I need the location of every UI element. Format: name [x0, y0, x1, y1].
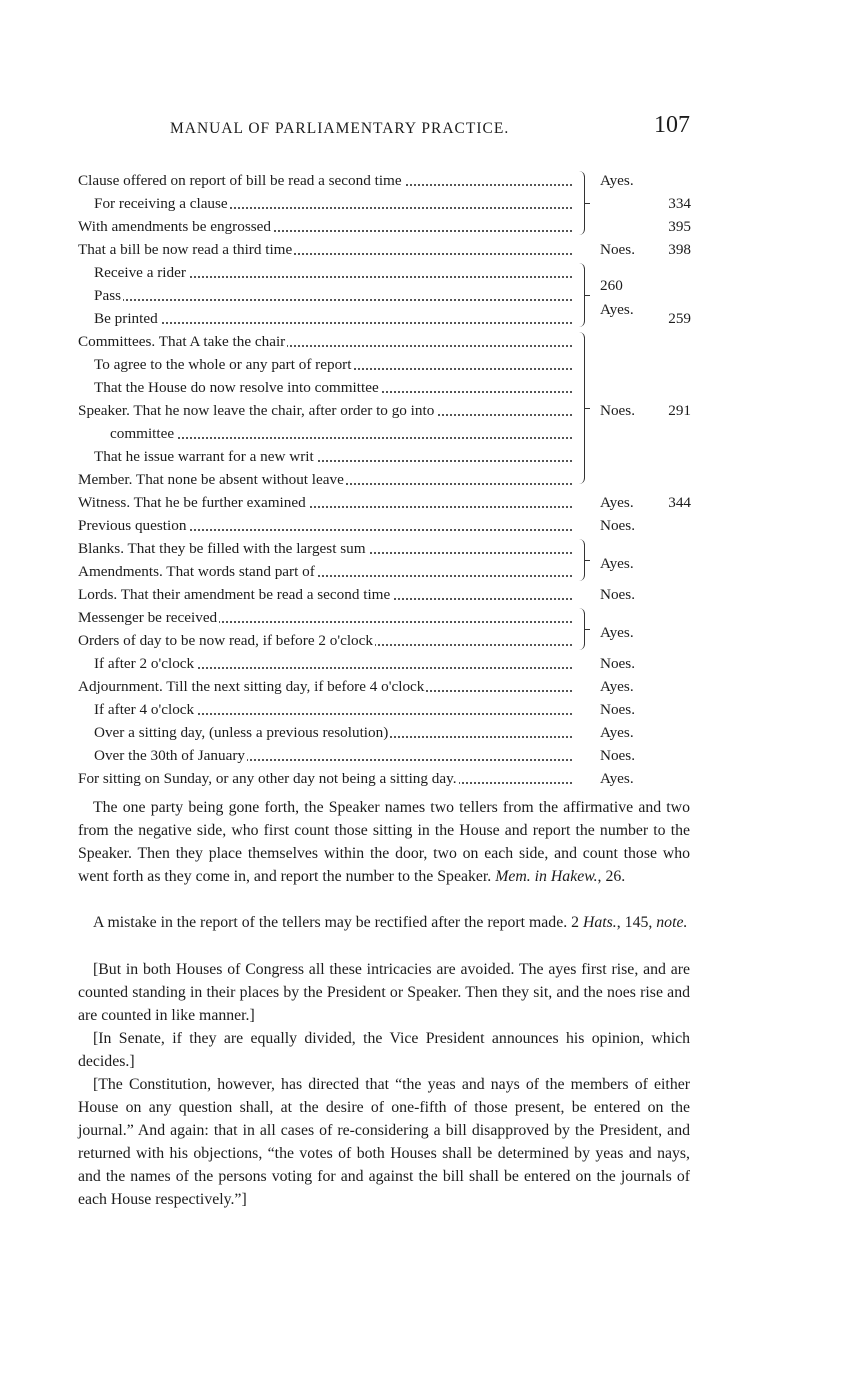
- page-number: 107: [654, 112, 690, 138]
- row-text: Orders of day to be now read, if before 2 o'clock: [78, 632, 373, 649]
- table-row: [78, 422, 693, 445]
- table-row: [78, 399, 693, 422]
- row-description: [78, 514, 572, 537]
- group-3-vote: Noes.: [600, 402, 636, 419]
- row-vote: Noes.: [600, 241, 636, 258]
- row-description: [78, 169, 572, 192]
- row-vote: Ayes.: [600, 724, 634, 741]
- row-vote: Noes.: [600, 655, 636, 672]
- table-row: [78, 307, 693, 330]
- row-description: [94, 376, 572, 399]
- citation-number: , 145,: [616, 914, 653, 931]
- row-text: Pass: [94, 287, 122, 304]
- table-row: [78, 261, 693, 284]
- row-description: [78, 491, 572, 514]
- table-row: [78, 169, 693, 192]
- paragraph-text: [In Senate, if they are equally divided, the Vice President announces his opinion, which decides.]: [78, 1030, 690, 1070]
- row-description: [94, 744, 572, 767]
- row-text: Receive a rider: [94, 264, 186, 281]
- row-text: With amendments be engrossed: [78, 218, 271, 235]
- row-vote: Noes.: [600, 701, 636, 718]
- table-row: [78, 192, 693, 215]
- row-reference-number: 291: [668, 402, 691, 419]
- citation-note: note.: [656, 914, 688, 931]
- row-text: If after 4 o'clock: [94, 701, 195, 718]
- group-4-vote: Ayes.: [600, 555, 634, 572]
- row-text: Messenger be received: [78, 609, 218, 626]
- table-row: [78, 675, 693, 698]
- row-description: [94, 192, 572, 215]
- table-row: [78, 514, 693, 537]
- votes-table: [78, 169, 693, 790]
- row-reference-number: 334: [668, 195, 691, 212]
- row-text: Committees. That A take the chair: [78, 333, 286, 350]
- dot-leader: [94, 299, 572, 301]
- row-vote: Ayes.: [600, 678, 634, 695]
- dot-leader: [110, 437, 572, 439]
- group-5-vote: Ayes.: [600, 624, 634, 641]
- row-description: [94, 261, 572, 284]
- citation-number: , 26.: [597, 868, 626, 885]
- table-row: [78, 376, 693, 399]
- row-text: That a bill be now read a third time: [78, 241, 293, 258]
- paragraph-congress: [78, 958, 690, 1027]
- row-text: Member. That none be absent without leave: [78, 471, 344, 488]
- row-text: Adjournment. Till the next sitting day, if before 4 o'clock: [78, 678, 425, 695]
- dot-leader: [94, 322, 572, 324]
- table-row: [78, 537, 693, 560]
- row-description: [78, 468, 572, 491]
- table-row: [78, 629, 693, 652]
- row-text: That he issue warrant for a new writ: [94, 448, 314, 465]
- row-description: [94, 284, 572, 307]
- row-text: Over a sitting day, (unless a previous resolution): [94, 724, 389, 741]
- table-row: [78, 353, 693, 376]
- row-vote: Noes.: [600, 747, 636, 764]
- paragraph-mistake: [78, 911, 690, 934]
- row-description: [78, 537, 572, 560]
- group-2-vote: Ayes.: [600, 301, 634, 318]
- row-description: [78, 330, 572, 353]
- running-title: MANUAL OF PARLIAMENTARY PRACTICE.: [170, 120, 510, 137]
- group-2-number: 260: [600, 277, 623, 294]
- table-row: [78, 445, 693, 468]
- row-description: [78, 238, 572, 261]
- table-row: [78, 468, 693, 491]
- row-text: committee: [110, 425, 175, 442]
- citation: Mem. in Hakew.: [495, 868, 598, 885]
- table-row: [78, 652, 693, 675]
- paragraph-constitution: [78, 1073, 690, 1211]
- table-row: [78, 583, 693, 606]
- row-text: Previous question: [78, 517, 187, 534]
- row-description: [78, 399, 572, 422]
- row-vote: Noes.: [600, 517, 636, 534]
- table-row: [78, 721, 693, 744]
- row-vote: Noes.: [600, 586, 636, 603]
- table-row: [78, 284, 693, 307]
- row-text: For receiving a clause: [94, 195, 228, 212]
- row-description: [94, 721, 572, 744]
- row-description: [78, 606, 572, 629]
- row-text: Speaker. That he now leave the chair, after order to go into: [78, 402, 435, 419]
- row-description: [110, 422, 572, 445]
- table-row: [78, 330, 693, 353]
- row-text: Witness. That he be further examined: [78, 494, 306, 511]
- row-text: Amendments. That words stand part of: [78, 563, 315, 580]
- row-description: [78, 215, 572, 238]
- row-description: [78, 675, 572, 698]
- table-row: [78, 560, 693, 583]
- paragraph-text: [But in both Houses of Congress all these intricacies are avoided. The ayes first rise, and are counted standing in their places by the President or Speaker. Then they sit, and the noes rise and are counted in like manner.]: [78, 961, 690, 1024]
- row-description: [94, 698, 572, 721]
- table-row: [78, 238, 693, 261]
- row-text: Blanks. That they be filled with the largest sum: [78, 540, 366, 557]
- row-description: [78, 560, 572, 583]
- paragraph-senate: [78, 1027, 690, 1073]
- table-row: [78, 744, 693, 767]
- row-description: [78, 629, 572, 652]
- page-header: [78, 112, 690, 142]
- row-text: Over the 30th of January: [94, 747, 245, 764]
- row-description: [78, 767, 572, 790]
- row-reference-number: 395: [668, 218, 691, 235]
- row-description: [94, 652, 572, 675]
- paragraph-tellers: [78, 796, 690, 888]
- row-description: [78, 583, 572, 606]
- table-row: [78, 698, 693, 721]
- paragraph-text: A mistake in the report of the tellers may be rectified after the report made. 2: [93, 914, 580, 931]
- table-row: [78, 606, 693, 629]
- row-description: [94, 445, 572, 468]
- row-text: Be printed: [94, 310, 158, 327]
- row-vote: Ayes.: [600, 172, 634, 189]
- row-reference-number: 398: [668, 241, 691, 258]
- row-description: [94, 307, 572, 330]
- row-reference-number: 259: [668, 310, 691, 327]
- row-vote: Ayes.: [600, 494, 634, 511]
- row-description: [94, 353, 572, 376]
- paragraph-text: The one party being gone forth, the Speaker names two tellers from the affirmative and two from the negative side, who first count those sitting in the House and report the number to the Speaker. Then they place themselves within the door, two on each side, and count those who went forth as they come in, and report the number to the Speaker.: [78, 799, 690, 885]
- row-text: That the House do now resolve into committee: [94, 379, 379, 396]
- row-text: If after 2 o'clock: [94, 655, 195, 672]
- row-text: Clause offered on report of bill be read a second time: [78, 172, 402, 189]
- row-text: To agree to the whole or any part of report: [94, 356, 352, 373]
- row-vote: Ayes.: [600, 770, 634, 787]
- row-reference-number: 344: [668, 494, 691, 511]
- table-row: [78, 491, 693, 514]
- row-text: For sitting on Sunday, or any other day not being a sitting day.: [78, 770, 457, 787]
- table-row: [78, 215, 693, 238]
- table-row: [78, 767, 693, 790]
- paragraph-text: [The Constitution, however, has directed that “the yeas and nays of the members of either House on any question shall, at the desire of one-fifth of those present, be entered on the journal.” And again: that in all cases of re-considering a bill disapproved by the President, and returned with his objections, “the votes of both Houses shall be determined by yeas and nays, and the names of the persons voting for and against the bill shall be entered on the journals of each House respectively.”]: [78, 1076, 690, 1208]
- row-text: Lords. That their amendment be read a second time: [78, 586, 391, 603]
- citation: Hats.: [582, 914, 617, 931]
